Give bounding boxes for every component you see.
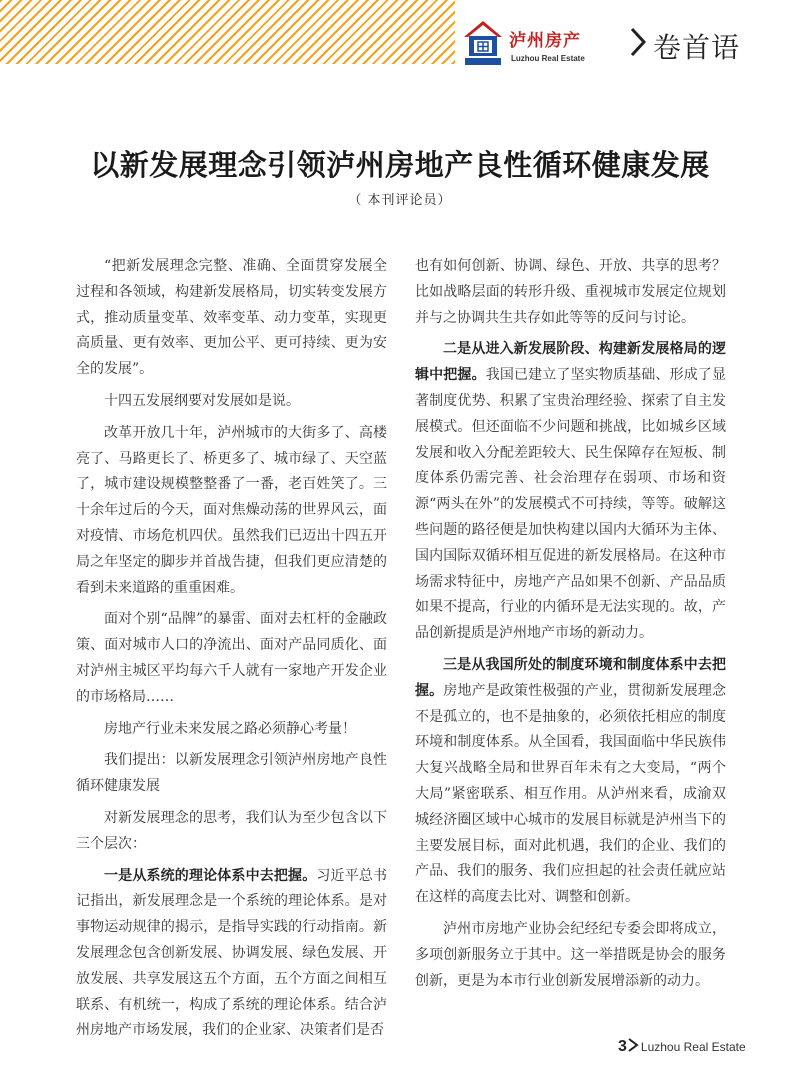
point-one-heading: 一是从系统的理论体系中去把握。 <box>104 867 317 884</box>
chevron-right-icon <box>629 26 647 58</box>
article-column-right <box>415 254 726 1000</box>
paragraph: 十四五发展纲要对发展如是说。 <box>104 392 300 409</box>
paragraph: 泸州市房地产业协会纪经纪专委会即将成立，多项创新服务立于其中。这一举措既是协会的服务创新，更是为本市行业创新发展增添新的动力。 <box>415 920 726 989</box>
article-title: 以新发展理念引领泸州房地产良性循环健康发展 <box>90 148 710 182</box>
point-two-heading: 二是从进入新发展阶段、构建新发展格局的逻辑中把握。 <box>415 341 726 384</box>
point-three-text: 房地产是政策性极强的产业，贯彻新发展理念不是孤立的，也不是抽象的，必须依托相应的制度环境和制度体系。从全国看，我国面临中华民族伟大复兴战略全局和世界百年未有之大变局，“两个大局”紧密联系、相互作用。从泸州来看，成渝双城经济圈区域中心城市的发展目标就是泸州当下的主要发展目标，面对此机遇，我们的企业、我们的产品、我们的服务、我们应担起的社会责任就应站在这样的高度去比对、调整和创新。 <box>415 682 727 906</box>
lzreia-logo <box>463 20 503 66</box>
paragraph <box>415 337 726 647</box>
footer-publication: Luzhou Real Estate <box>640 1040 746 1054</box>
article-author: （ 本刊评论员） <box>348 193 452 208</box>
magazine-name-en: Luzhou Real Estate <box>511 54 585 63</box>
article-column-left <box>76 254 387 1050</box>
arrow-right-icon <box>627 1038 639 1052</box>
paragraph: 我们提出：以新发展理念引领泸州房地产良性循环健康发展 <box>76 752 387 795</box>
paragraph: “把新发展理念完整、准确、全面贯穿发展全过程和各领域，构建新发展格局，切实转变发展方式，推动质量变革、效率变革、动力变革，实现更高质量、更有效率、更加公平、更可持续、更为安全的发展”。 <box>76 258 387 378</box>
header-hatch-band <box>0 0 455 64</box>
paragraph: 对新发展理念的思考，我们认为至少包含以下三个层次： <box>76 809 387 852</box>
page-number: 3 <box>618 1038 627 1055</box>
point-two-text: 我国已建立了坚实物质基础、形成了显著制度优势、积累了宝贵治理经验、探索了自主发展模式。但还面临不少问题和挑战，比如城乡区域发展和收入分配差距较大、民生保障存在短板、制度体系仍需完善、社会治理存在弱项、市场和资源“两头在外”的发展模式不可持续，等等。破解这些问题的路径便是加快构建以国内大循环为主体、国内国际双循环相互促进的新发展格局。在这种市场需求特征中，房地产产品如果不创新、产品品质如果不提高，行业的内循环是无法实现的。故，产品创新提质是泸州地产市场的新动力。 <box>415 367 727 642</box>
paragraph <box>415 653 726 911</box>
paragraph-continuation: 也有如何创新、协调、绿色、开放、共享的思考？比如战略层面的转形升级、重视城市发展定位规划并与之协调共生共存如此等等的反问与讨论。 <box>415 258 726 326</box>
masthead <box>463 20 800 72</box>
point-one-text: 习近平总书记指出，新发展理念是一个系统的理论体系。是对事物运动规律的揭示，是指导实践的行动指南。新发展理念包含创新发展、协调发展、绿色发展、开放发展、共享发展这五个方面，五个方面之间相互联系、有机统一，构成了系统的理论体系。结合泸州房地产市场发展，我们的企业家、决策者们是否 <box>76 867 388 1039</box>
page-footer <box>618 1036 746 1056</box>
paragraph: 房地产行业未来发展之路必须静心考量！ <box>104 720 356 737</box>
paragraph <box>76 864 387 1045</box>
point-three-heading: 三是从我国所处的制度环境和制度体系中去把握。 <box>415 656 726 699</box>
magazine-name-cn: 泸州房产 <box>509 31 581 51</box>
paragraph: 面对个别“品牌”的暴雷、面对去杠杆的金融政策、面对城市人口的净流出、面对产品同质化、面对泸州主城区平均每六千人就有一家地产开发企业的市场格局…… <box>76 611 387 705</box>
section-title: 卷首语 <box>653 31 741 64</box>
paragraph: 改革开放几十年，泸州城市的大街多了、高楼亮了、马路更长了、桥更多了、城市绿了、天空蓝了，城市建设规模整整番了一番，老百姓笑了。三十余年过后的今天，面对焦燥动荡的世界风云，面对疫情、市场危机四伏。虽然我们已迈出十四五开局之年坚定的脚步并首战告捷，但我们更应清楚的看到未来道路的重重困难。 <box>76 424 387 596</box>
